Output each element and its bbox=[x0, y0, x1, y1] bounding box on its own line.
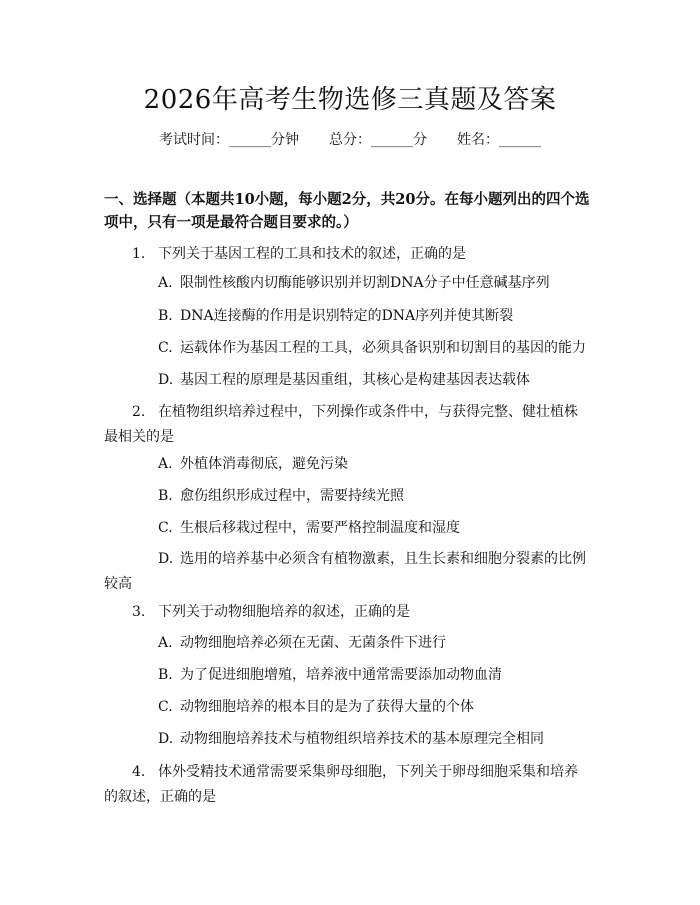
exam-time-field: 考试时间：______分钟 bbox=[159, 132, 299, 148]
option-letter: D. bbox=[158, 372, 174, 388]
option-letter: A. bbox=[158, 635, 173, 651]
option-text: 动物细胞培养技术与植物组织培养技术的基本原理完全相同 bbox=[180, 731, 544, 747]
page-title: 2026年高考生物选修三真题及答案 bbox=[143, 85, 557, 115]
option-text: 外植体消毒彻底，避免污染 bbox=[180, 456, 348, 472]
option-letter: A. bbox=[158, 275, 173, 291]
question-3-option-d bbox=[104, 727, 590, 752]
question-number: 2. bbox=[132, 404, 146, 420]
question-1-option-b bbox=[104, 304, 590, 329]
question-text: 体外受精技术通常需要采集卵母细胞，下列关于卵母细胞采集和培养的叙述，正确的是 bbox=[104, 764, 578, 805]
question-1-option-a bbox=[104, 271, 590, 296]
section-heading: 一、选择题（本题共10小题，每小题2分，共20分。在每小题列出的四个选项中，只有一项是最符合题目要求的。） bbox=[104, 191, 590, 231]
question-2-option-b bbox=[104, 484, 590, 509]
question-text: 下列关于动物细胞培养的叙述，正确的是 bbox=[158, 604, 410, 620]
question-3-option-c bbox=[104, 695, 590, 720]
option-text: 愈伤组织形成过程中，需要持续光照 bbox=[180, 488, 404, 504]
question-3-option-a bbox=[104, 631, 590, 656]
question-3-option-b bbox=[104, 663, 590, 688]
question-4 bbox=[104, 760, 590, 810]
option-text: 运载体作为基因工程的工具，必须具备识别和切割目的基因的能力 bbox=[180, 340, 586, 356]
option-text: 动物细胞培养必须在无菌、无菌条件下进行 bbox=[180, 635, 446, 651]
question-2 bbox=[104, 400, 590, 450]
option-text: 限制性核酸内切酶能够识别并切割DNA分子中任意碱基序列 bbox=[180, 275, 550, 291]
option-text: 生根后移栽过程中，需要严格控制温度和湿度 bbox=[180, 520, 460, 536]
option-text: DNA连接酶的作用是识别特定的DNA序列并使其断裂 bbox=[180, 308, 514, 324]
option-letter: A. bbox=[158, 456, 173, 472]
student-name-field: 姓名：______ bbox=[457, 132, 541, 148]
option-letter: D. bbox=[158, 731, 174, 747]
question-2-option-c bbox=[104, 516, 590, 541]
option-text: 基因工程的原理是基因重组，其核心是构建基因表达载体 bbox=[180, 372, 530, 388]
option-letter: C. bbox=[158, 520, 173, 536]
question-1-option-d bbox=[104, 368, 590, 393]
exam-meta bbox=[0, 130, 700, 150]
question-number: 4. bbox=[132, 764, 146, 780]
option-letter: B. bbox=[158, 488, 173, 504]
question-number: 3. bbox=[132, 604, 146, 620]
option-letter: B. bbox=[158, 667, 173, 683]
total-score-field: 总分：______分 bbox=[329, 132, 427, 148]
option-letter: C. bbox=[158, 340, 173, 356]
option-letter: C. bbox=[158, 699, 173, 715]
question-1-option-c bbox=[104, 336, 590, 361]
question-text: 下列关于基因工程的工具和技术的叙述，正确的是 bbox=[158, 246, 466, 262]
option-text: 动物细胞培养的根本目的是为了获得大量的个体 bbox=[180, 699, 474, 715]
question-2-option-a bbox=[104, 452, 590, 477]
question-2-option-d bbox=[104, 547, 590, 597]
question-3 bbox=[104, 600, 590, 625]
question-number: 1. bbox=[132, 246, 146, 262]
option-letter: D. bbox=[158, 551, 174, 567]
question-text: 在植物组织培养过程中，下列操作或条件中，与获得完整、健壮植株最相关的是 bbox=[104, 404, 578, 445]
option-text: 选用的培养基中必须含有植物激素，且生长素和细胞分裂素的比例较高 bbox=[104, 551, 586, 592]
option-letter: B. bbox=[158, 308, 173, 324]
question-1 bbox=[104, 242, 590, 267]
option-text: 为了促进细胞增殖，培养液中通常需要添加动物血清 bbox=[180, 667, 502, 683]
